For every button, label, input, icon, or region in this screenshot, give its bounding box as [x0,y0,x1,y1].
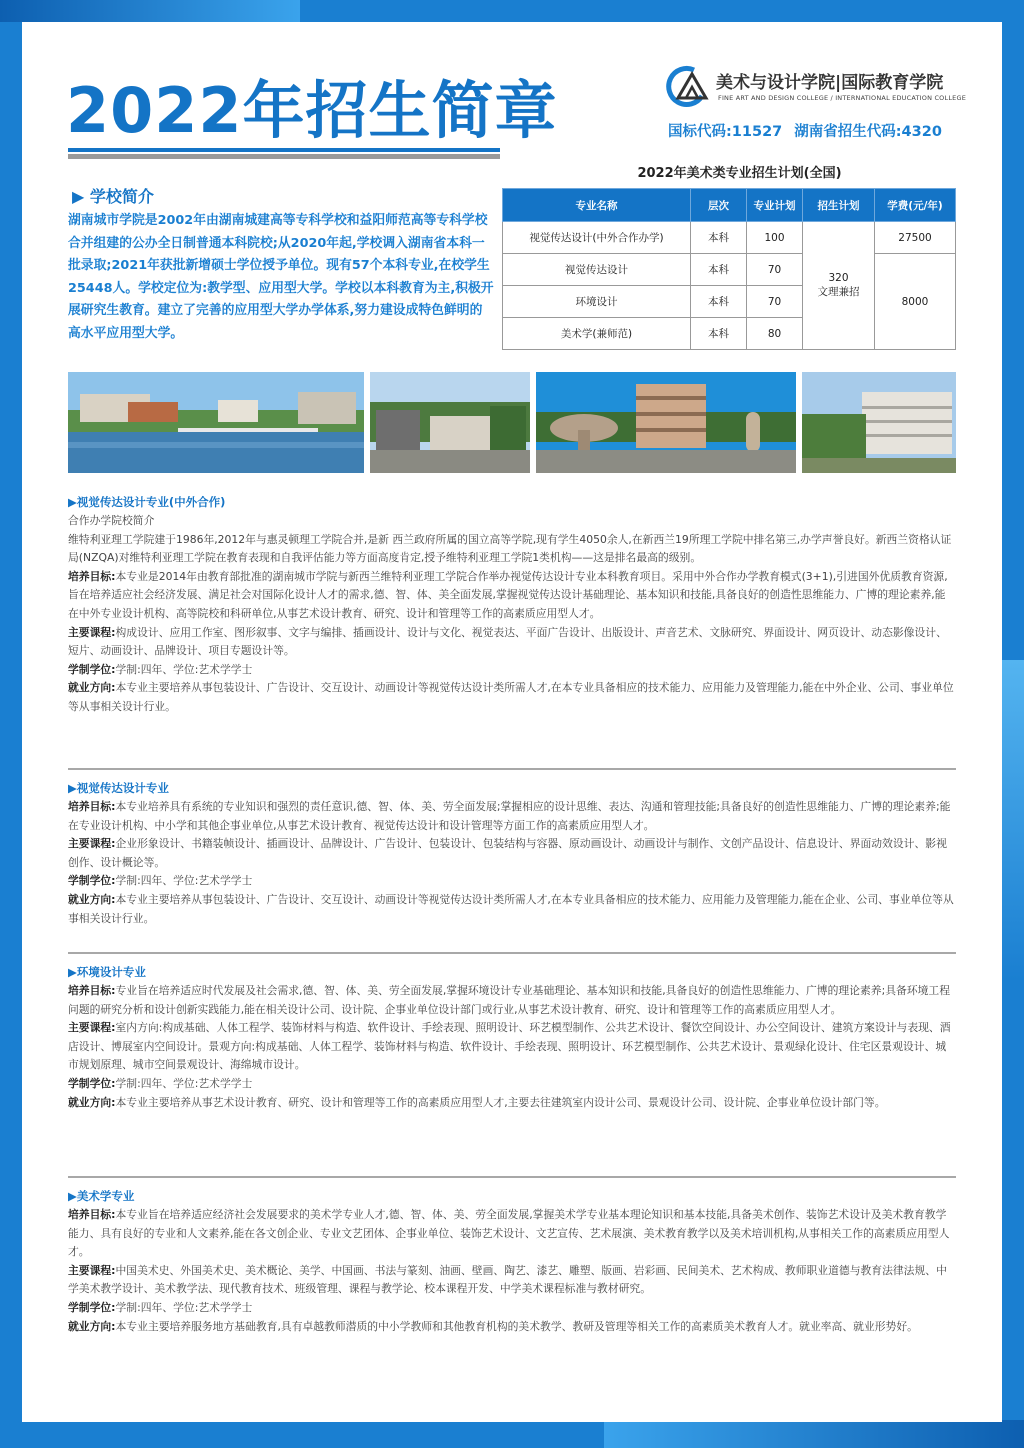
section-line [68,1206,956,1262]
line-label: 培养目标: [68,1208,116,1221]
section-heading: ▶美术学专业 [68,1189,135,1203]
logo-english-name: FINE ART AND DESIGN COLLEGE / INTERNATIONAL EDUCATION COLLEGE [718,94,966,102]
campus-photo-lake [68,372,364,473]
line-text: 本专业主要培养服务地方基础教育,具有卓越教师潜质的中小学教师和其他教育机构的美术教学、教研及管理等相关工作的高素质美术教育人才。就业率高、就业形势好。 [115,1319,918,1333]
level-cell: 本科 [691,222,747,254]
intro-heading: ▶ 学校简介 [72,187,154,206]
section-divider [68,952,956,954]
fee-cell-intl: 27500 [875,222,956,254]
line-label: 培养目标: [68,984,116,997]
line-label: 主要课程: [68,837,116,851]
line-label: 就业方向: [68,1095,116,1109]
title-underline-gray [68,154,500,159]
table-header-cell: 专业名称 [503,189,691,222]
section-line [68,512,956,531]
line-label: 学制学位: [68,662,116,676]
section-environment-design [68,962,956,1112]
section-line [68,982,956,1019]
plan-cell: 80 [747,318,803,350]
title-underline-blue [68,148,500,152]
national-code: 国标代码:11527 [668,124,783,140]
total-plan-note: 文理兼招 [817,286,860,298]
frame-decoration-top-left [0,0,300,22]
line-text: 本专业主要培养从事艺术设计教育、研究、设计和管理等工作的高素质应用型人才,主要去往建筑室内设计公司、景观设计公司、设计院、企事业单位设计部门等。 [115,1095,886,1109]
table-header-row [503,189,956,222]
section-line [68,1019,956,1075]
line-text: 学制:四年、学位:艺术学学士 [115,1076,253,1090]
line-text: 本专业主要培养从事包装设计、广告设计、交互设计、动画设计等视觉传达设计类所需人才,在本专业具备相应的技术能力、应用能力及管理能力,能在中外企业、公司、事业单位等从事相关设计行业。 [68,681,954,713]
table-header-cell: 学费(元/年) [875,189,956,222]
line-text: 本专业旨在培养适应经济社会发展要求的美术学专业人才,德、智、体、美、劳全面发展,掌握美术学专业基本理论知识和基本技能,具备美术创作、装饰艺术设计及美术教育教学能力、具有良好的专业和人文素养,能在各文创企业、专业文艺团体、企事业单位、装饰艺术设计、文艺宣传、艺术展演、美术教育教学以及美术培训机构,从事相关工作的高素质应用型人才。 [68,1208,950,1259]
logo-chinese-name: 美术与设计学院|国际教育学院 [716,73,944,93]
frame-decoration-bottom-right [604,1420,1024,1448]
line-text: 构成设计、应用工作室、图形叙事、文字与编排、插画设计、设计与文化、视觉表达、平面广告设计、出版设计、声音艺术、文脉研究、界面设计、网页设计、动态影像设计、短片、动画设计、品牌设计、项目专题设计等。 [68,625,947,658]
section-line [68,872,956,891]
page-title: 2022年招生简章 [66,74,558,147]
line-text: 中国美术史、外国美术史、美术概论、美学、中国画、书法与篆刻、油画、壁画、陶艺、漆艺、雕塑、版画、岩彩画、民间美术、艺术构成、教师职业道德与教育法律法规、中学美术教学设计、美术教学法、现代教育技术、班级管理、课程与教学论、校本课程开发、中学美术课程标准与教材研究。 [68,1263,947,1296]
major-name-cell: 视觉传达设计 [503,254,691,286]
hunan-code: 湖南省招生代码:4320 [794,124,942,140]
plan-table-title: 2022年美术类专业招生计划(全国) [637,166,842,181]
section-heading: ▶环境设计专业 [68,965,146,979]
line-text: 本专业主要培养从事包装设计、广告设计、交互设计、动画设计等视觉传达设计类所需人才,在本专业具备相应的技术能力、应用能力及管理能力,能在企业、公司、事业单位等从事相关设计行业。 [68,892,954,925]
line-label: 培养目标: [68,569,116,583]
campus-photo-teaching-building [802,372,956,473]
section-line [68,624,956,661]
section-line [68,661,956,680]
section-line [68,891,956,928]
line-text: 维特利亚理工学院建于1986年,2012年与惠灵顿理工学院合并,是新 西兰政府所属的国立高等学院,现有学生4050余人,在新西兰19所理工学院中排名第三,办学声誉良好。新西兰资格认证局(NZQA)对维特利亚理工学院在教育表现和自我评估能力等方面高度肯定,授予维特利亚理工学院1类机构——这是排名最高的级别。 [68,532,952,565]
line-text: 学制:四年、学位:艺术学学士 [115,662,253,676]
line-text: 合作办学院校简介 [68,514,155,527]
line-label: 培养目标: [68,800,116,813]
line-label: 主要课程: [68,1263,116,1277]
table-row [503,222,956,254]
brochure-page [22,22,1002,1422]
level-cell: 本科 [691,286,747,318]
line-text: 专业旨在培养适应时代发展及社会需求,德、智、体、美、劳全面发展,掌握环境设计专业基础理论、基本知识和技能,具备良好的创造性思维能力、广博的理论素养;具备环境工程问题的研究分析和设计创新实践能力,能在相关设计公司、设计院、企事业单位设计部门或行业,从事艺术设计教育、研究、设计和管理等工作的高素质应用型人才。 [68,984,951,1016]
line-label: 主要课程: [68,1021,116,1035]
line-text: 本专业是2014年由教育部批准的湖南城市学院与新西兰维特利亚理工学院合作举办视觉传达设计专业本科教育项目。采用中外合作办学教育模式(3+1),引进国外优质教育资源,旨在培养适应社会经济发展、满足社会对国际化设计人才的需求,德、智、体、美全面发展,掌握视觉传达设计基础理论、基本知识和技能,具备良好的创造性思维能力、广博的理论素养,能在中外专业设计机构、高等院校和科研单位,从事艺术设计教育、研究、设计和管理等工作的高素质应用型人才。 [68,569,948,620]
section-heading: ▶视觉传达设计专业 [68,781,169,795]
table-header-cell: 层次 [691,189,747,222]
college-logo [664,62,964,108]
section-line [68,1299,956,1318]
line-label: 主要课程: [68,625,116,639]
section-divider [68,1176,956,1178]
plan-cell: 100 [747,222,803,254]
section-line [68,1094,956,1113]
level-cell: 本科 [691,318,747,350]
college-logo-icon [664,62,712,108]
line-label: 学制学位: [68,1300,116,1314]
campus-photo-library [536,372,796,473]
section-divider [68,768,956,770]
major-name-cell: 视觉传达设计(中外合作办学) [503,222,691,254]
plan-cell: 70 [747,286,803,318]
section-vcd [68,778,956,928]
intro-text: 湖南城市学院是2002年由湖南城建高等专科学校和益阳师范高等专科学校合并组建的公办全日制普通本科院校;从2020年起,学校调入湖南省本科一批录取;2021年获批新增硕士学位授予单位。现有57个本科专业,在校学生25448人。学校定位为:教学型、应用型大学。学校以本科教育为主,积极开展研究生教育。建立了完善的应用型大学办学体系,努力建设成特色鲜明的高水平应用型大学。 [68,213,494,341]
line-label: 就业方向: [68,892,116,906]
line-text: 学制:四年、学位:艺术学学士 [115,874,253,888]
plan-cell: 70 [747,254,803,286]
section-line [68,1318,956,1337]
section-heading: ▶视觉传达设计专业(中外合作) [68,495,226,509]
section-fine-arts [68,1186,956,1336]
section-line [68,798,956,835]
section-line [68,531,956,568]
total-plan-cell [803,222,875,350]
line-text: 本专业培养具有系统的专业知识和强烈的责任意识,德、智、体、美、劳全面发展;掌握相应的设计思维、表达、沟通和管理技能;具备良好的创造性思维能力、广博的理论素养;能在专业设计机构、中小学和其他企事业单位,从事艺术设计教育、视觉传达设计和设计管理等方面工作的高素质应用型人才。 [68,800,951,832]
section-line [68,835,956,872]
section-line [68,679,956,716]
table-header-cell: 专业计划 [747,189,803,222]
line-label: 就业方向: [68,1319,116,1333]
line-text: 室内方向:构成基础、人体工程学、装饰材料与构造、软件设计、手绘表现、照明设计、环艺模型制作、公共艺术设计、餐饮空间设计、办公空间设计、建筑方案设计与表现、酒店设计、博展室内空间设计。景观方向:构成基础、人体工程学、装饰材料与构造、软件设计、手绘表现、照明设计、环艺模型制作、公共艺术设计、景观绿化设计、住宅区景观设计、城市规划原理、城市空间景观设计、海绵城市设计。 [68,1021,951,1072]
table-header-cell: 招生计划 [803,189,875,222]
enrollment-plan-table [502,188,956,350]
fee-cell-other: 8000 [875,254,956,350]
section-vcd-intl [68,492,956,717]
admission-codes [668,120,942,141]
level-cell: 本科 [691,254,747,286]
line-text: 企业形象设计、书籍装帧设计、插画设计、品牌设计、广告设计、包装设计、包装结构与容器、原动画设计、动画设计与制作、文创产品设计、信息设计、界面动效设计、影视创作、设计概论等。 [68,837,947,869]
line-label: 学制学位: [68,874,116,888]
line-label: 就业方向: [68,681,116,695]
major-name-cell: 环境设计 [503,286,691,318]
section-line [68,1075,956,1094]
campus-photo-building [370,372,530,473]
section-line [68,1262,956,1299]
frame-decoration-right [1000,660,1024,980]
line-label: 学制学位: [68,1076,116,1090]
major-name-cell: 美术学(兼师范) [503,318,691,350]
table-row [503,254,956,286]
line-text: 学制:四年、学位:艺术学学士 [115,1300,253,1314]
total-plan-value: 320 [828,272,849,284]
section-line [68,568,956,624]
